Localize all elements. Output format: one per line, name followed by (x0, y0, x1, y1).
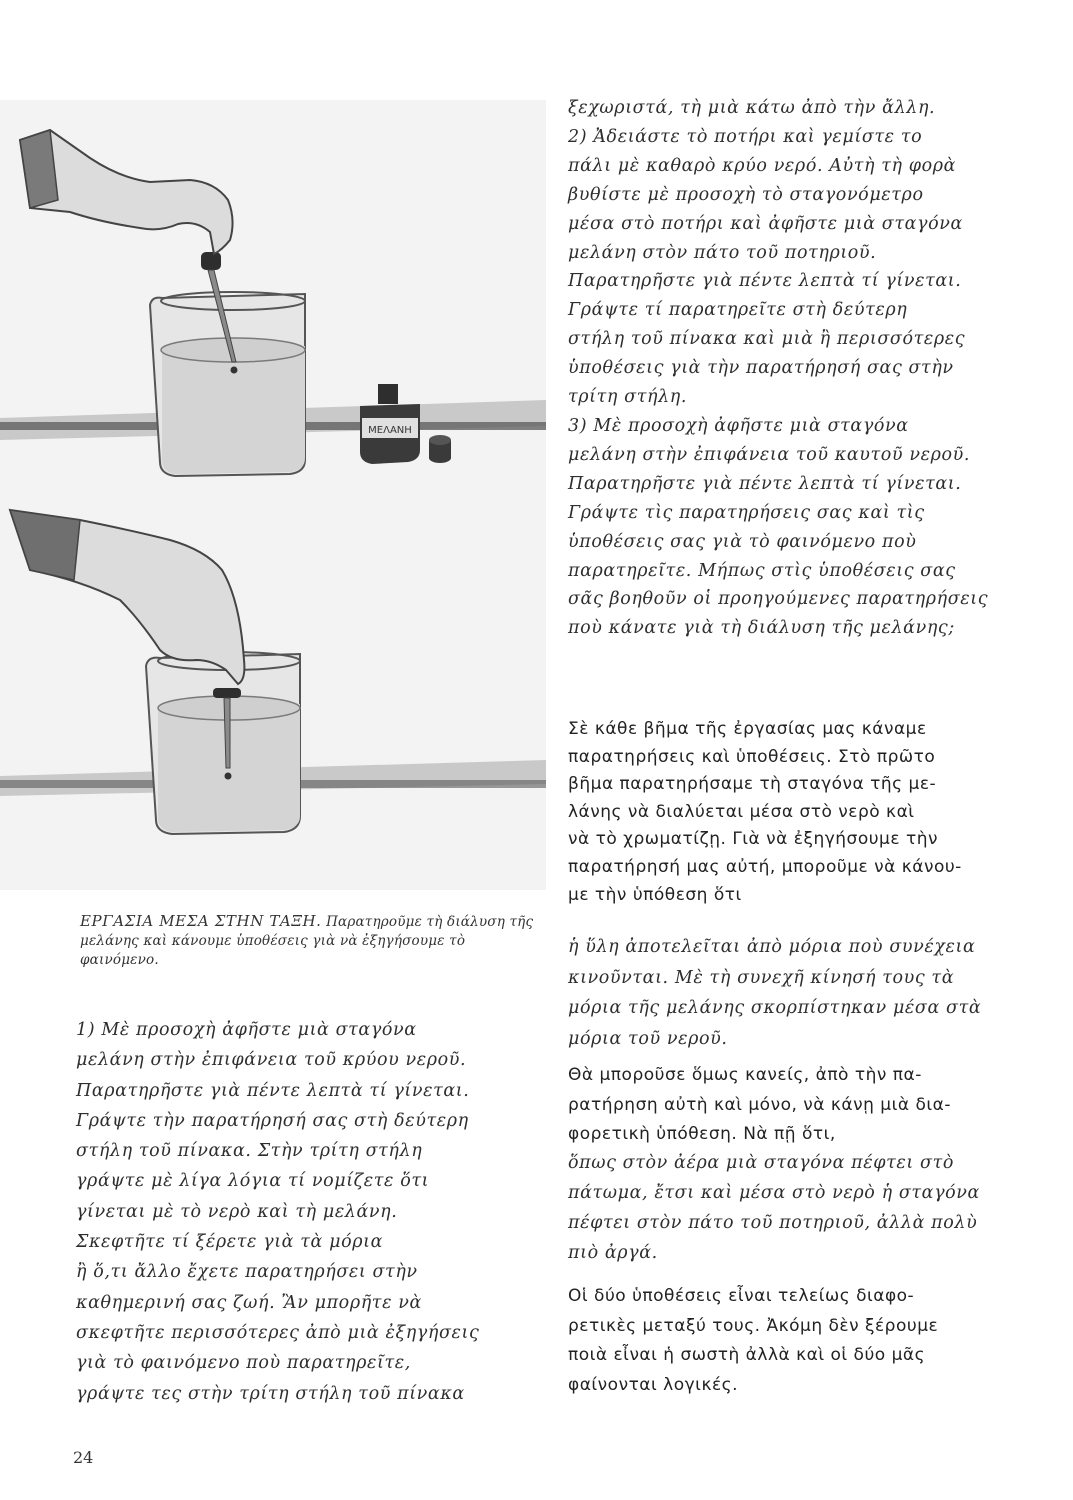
text-line: φαίνονται λογικές. (568, 1374, 739, 1395)
text-line: Γράψτε τί παρατηρεῖτε στὴ δεύτερη (568, 300, 908, 321)
text-line: γιὰ τὸ φαινόμενο ποὺ παρατηρεῖτε, (76, 1353, 411, 1374)
text-line: πάτωμα, ἔτσι καὶ μέσα στὸ νερὸ ἡ σταγόνα (568, 1183, 980, 1203)
text-line: νὰ τὸ χρωματίζῃ. Γιὰ νὰ ἐξηγήσουμε τὴν (568, 829, 938, 850)
text-line: ποὺ κάνατε γιὰ τὴ διάλυση τῆς μελάνης; (568, 618, 955, 639)
caption-title: ΕΡΓΑΣΙΑ ΜΕΣΑ ΣΤΗΝ ΤΑΞΗ. (80, 912, 322, 930)
paragraph-1 (568, 716, 1038, 909)
text-line: Παρατηρῆστε γιὰ πέντε λεπτὰ τί γίνεται. (76, 1080, 470, 1101)
text-line: ὑποθέσεις γιὰ τὴν παρατήρησή σας στὴν (568, 358, 954, 379)
text-line: μόρια τοῦ νεροῦ. (568, 1028, 728, 1049)
beaker-1 (150, 292, 305, 476)
text-line: γράψτε τες στὴν τρίτη στήλη τοῦ πίνακα (76, 1383, 465, 1404)
text-line: ὅπως στὸν ἀέρα μιὰ σταγόνα πέφτει στὸ (568, 1153, 954, 1173)
text-line: Παρατηρῆστε γιὰ πέντε λεπτὰ τί γίνεται. (568, 271, 962, 292)
text-line: σᾶς βοηθοῦν οἱ προηγούμενες παρατηρήσεις (568, 589, 989, 610)
caption-text: Παρατηροῦμε τὴ διάλυση τῆς μελάνης καὶ κάνουμε ὑποθέσεις γιὰ νὰ ἐξηγήσουμε τὸ φαινόμενο. (80, 914, 534, 968)
figure-caption (80, 912, 540, 970)
text-line: 1) Μὲ προσοχὴ ἀφῆστε μιὰ σταγόνα (76, 1020, 417, 1040)
text-line: μόρια τῆς μελάνης σκορπίστηκαν μέσα στὰ (568, 998, 982, 1018)
paragraph-3 (568, 1282, 1038, 1400)
text-line: παρατηρήσεις καὶ ὑποθέσεις. Στὸ πρῶτο (568, 746, 936, 767)
ink-bottle-label: ΜΕΛΑΝΗ (368, 425, 412, 436)
text-line: τρίτη στήλη. (568, 387, 688, 408)
text-line: ξεχωριστά, τὴ μιὰ κάτω ἀπὸ τὴν ἄλλη. (568, 98, 936, 118)
text-line: 3) Μὲ προσοχὴ ἀφῆστε μιὰ σταγόνα (568, 415, 909, 436)
text-line: Γράψτε τὴν παρατήρησή σας στὴ δεύτερη (76, 1110, 469, 1131)
text-line: πάλι μὲ καθαρὸ κρύο νερό. Αὐτὴ τὴ φορὰ (568, 155, 957, 176)
text-line: βῆμα παρατηρήσαμε τὴ σταγόνα τῆς με- (568, 774, 937, 795)
text-line: γίνεται μὲ τὸ νερὸ καὶ τὴ μελάνη. (76, 1201, 398, 1222)
text-line: με τὴν ὑπόθεση ὅτι (568, 884, 742, 905)
paragraph-2 (568, 1061, 1038, 1150)
page-number: 24 (73, 1448, 94, 1467)
text-line: λάνης νὰ διαλύεται μέσα στὸ νερὸ καὶ (568, 801, 915, 822)
text-line: παρατήρησή μας αὐτή, μποροῦμε νὰ κάνου- (568, 856, 962, 877)
beaker-drawings (0, 100, 546, 890)
hand-2 (10, 510, 244, 684)
text-line: μελάνη στὸν πάτο τοῦ ποτηριοῦ. (568, 242, 877, 263)
text-line: ποιὰ εἶναι ἡ σωστὴ ἀλλὰ καὶ οἱ δύο μᾶς (568, 1345, 926, 1365)
experiment-illustration (0, 100, 546, 890)
text-line: σκεφτῆτε περισσότερες ἀπὸ μιὰ ἐξηγήσεις (76, 1322, 480, 1343)
text-line: 2) Ἀδειάστε τὸ ποτήρι καὶ γεμίστε το (568, 126, 923, 147)
text-line: Παρατηρῆστε γιὰ πέντε λεπτὰ τί γίνεται. (568, 473, 962, 494)
text-line: κινοῦνται. Μὲ τὴ συνεχῆ κίνησή τους τὰ (568, 967, 955, 988)
text-line: πέφτει στὸν πάτο τοῦ ποτηριοῦ, ἀλλὰ πολὺ (568, 1213, 978, 1233)
hand-1 (20, 130, 233, 254)
text-line: ἡ ὕλη ἀποτελεῖται ἀπὸ μόρια ποὺ συνέχεια (568, 937, 976, 957)
text-line: Γράψτε τὶς παρατηρήσεις σας καὶ τὶς (568, 502, 925, 523)
paragraph-1-hypothesis (568, 932, 1038, 1054)
text-line: φορετικὴ ὑπόθεση. Νὰ πῇ ὅτι, (568, 1124, 836, 1144)
text-line: παρατηρεῖτε. Μήπως στὶς ὑποθέσεις σας (568, 560, 956, 581)
text-line: Οἱ δύο ὑποθέσεις εἶναι τελείως διαφο- (568, 1286, 915, 1306)
text-line: βυθίστε μὲ προσοχὴ τὸ σταγονόμετρο (568, 184, 924, 205)
text-line: Σκεφτῆτε τί ξέρετε γιὰ τὰ μόρια (76, 1232, 383, 1253)
text-line: Σὲ κάθε βῆμα τῆς ἐργασίας μας κάναμε (568, 719, 927, 739)
right-column-text (568, 94, 1048, 643)
text-line: μέσα στὸ ποτήρι καὶ ἀφῆστε μιὰ σταγόνα (568, 213, 963, 234)
beaker-2 (146, 652, 300, 834)
text-line: ρετικὲς μεταξύ τους. Ἀκόμη δὲν ξέρουμε (568, 1315, 939, 1336)
text-line: Θὰ μποροῦσε ὅμως κανείς, ἀπὸ τὴν πα- (568, 1065, 922, 1085)
text-line: πιὸ ἀργά. (568, 1243, 658, 1263)
text-line: ἢ ὅ,τι ἄλλο ἔχετε παρατηρήσει στὴν (76, 1262, 418, 1283)
text-line: μελάνη στὴν ἐπιφάνεια τοῦ καυτοῦ νεροῦ. (568, 444, 970, 465)
text-line: μελάνη στὴν ἐπιφάνεια τοῦ κρύου νεροῦ. (76, 1050, 467, 1071)
text-line: ὑποθέσεις σας γιὰ τὸ φαινόμενο ποὺ (568, 531, 917, 552)
text-line: καθημερινή σας ζωή. Ἂν μπορῆτε νὰ (76, 1292, 422, 1313)
text-line: στήλη τοῦ πίνακα. Στὴν τρίτη στήλη (76, 1141, 423, 1162)
text-line: ρατήρηση αὐτὴ καὶ μόνο, νὰ κάνῃ μιὰ δια- (568, 1094, 951, 1115)
text-line: γράψτε μὲ λίγα λόγια τί νομίζετε ὅτι (76, 1171, 430, 1192)
left-column-text (76, 1015, 546, 1409)
text-line: στήλη τοῦ πίνακα καὶ μιὰ ἢ περισσότερες (568, 329, 966, 350)
paragraph-2-hypothesis (568, 1148, 1038, 1268)
